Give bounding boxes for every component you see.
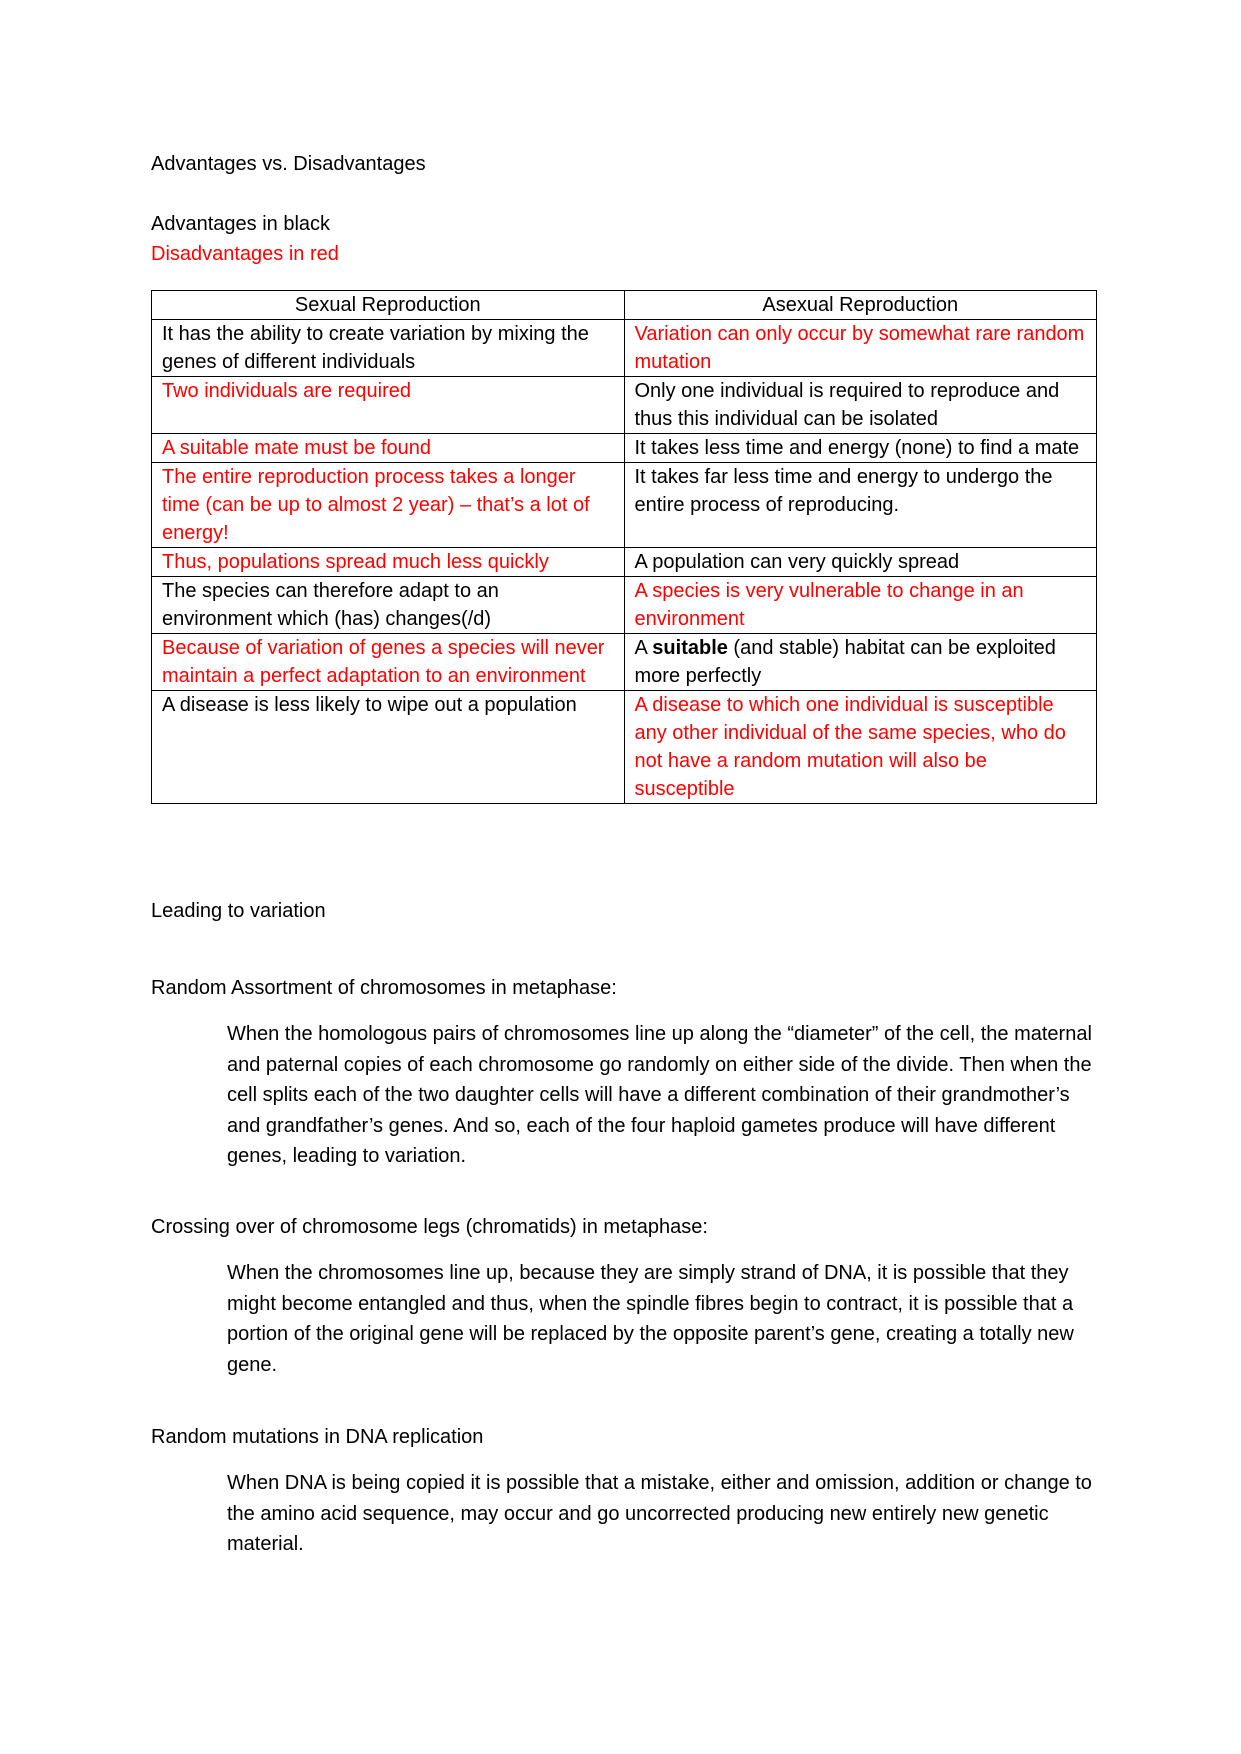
cell-text-suffix: (and stable) habitat can be exploited more perfectly — [634, 637, 1056, 687]
cell-asexual: A species is very vulnerable to change in an environment — [624, 577, 1097, 634]
cell-sexual: Because of variation of genes a species will never maintain a perfect adaptation to an environment — [152, 634, 625, 691]
table-header-row — [152, 291, 1097, 320]
table-row — [152, 548, 1097, 577]
legend-advantages: Advantages in black — [151, 213, 331, 235]
document-title: Advantages vs. Disadvantages — [151, 153, 426, 175]
cell-sexual: Two individuals are required — [152, 377, 625, 434]
section-heading: Leading to variation — [151, 900, 326, 922]
cell-asexual: It takes less time and energy (none) to find a mate — [624, 434, 1097, 463]
subsection-body: When DNA is being copied it is possible that a mistake, either and omission, addition or change to the amino acid sequence, may occur and go uncorrected producing new entirely new genetic material. — [227, 1472, 1092, 1555]
cell-sexual: Thus, populations spread much less quickly — [152, 548, 625, 577]
cell-asexual: It takes far less time and energy to undergo the entire process of reproducing. — [624, 463, 1097, 548]
subsection-body: When the homologous pairs of chromosomes line up along the “diameter” of the cell, the maternal and paternal copies of each chromosome go randomly on either side of the divide. Then when the cell splits each of the two daughter cells will have a different combination of their grandmother’s and grandfather’s genes. And so, each of the four haploid gametes produce will have different genes, leading to variation. — [227, 1023, 1092, 1167]
table-row — [152, 463, 1097, 548]
cell-asexual — [624, 634, 1097, 691]
table-row — [152, 434, 1097, 463]
comparison-table — [151, 290, 1097, 804]
table-row — [152, 577, 1097, 634]
cell-sexual: The entire reproduction process takes a longer time (can be up to almost 2 year) – that’s a lot of energy! — [152, 463, 625, 548]
header-asexual-reproduction: Asexual Reproduction — [624, 291, 1097, 320]
subsection-body: When the chromosomes line up, because they are simply strand of DNA, it is possible that they might become entangled and thus, when the spindle fibres begin to contract, it is possible that a portion of the original gene will be replaced by the opposite parent’s gene, creating a totally new gene. — [227, 1262, 1074, 1376]
subsection-heading: Random mutations in DNA replication — [151, 1426, 484, 1448]
legend-disadvantages: Disadvantages in red — [151, 243, 339, 265]
header-sexual-reproduction: Sexual Reproduction — [152, 291, 625, 320]
cell-asexual: A disease to which one individual is susceptible any other individual of the same species, who do not have a random mutation will also be susceptible — [624, 691, 1097, 804]
cell-sexual: A disease is less likely to wipe out a population — [152, 691, 625, 804]
cell-sexual: A suitable mate must be found — [152, 434, 625, 463]
subsection-heading: Crossing over of chromosome legs (chromatids) in metaphase: — [151, 1216, 708, 1238]
table-row — [152, 691, 1097, 804]
table-row — [152, 320, 1097, 377]
cell-asexual: Only one individual is required to reproduce and thus this individual can be isolated — [624, 377, 1097, 434]
table-row — [152, 634, 1097, 691]
cell-text-prefix: A — [634, 637, 653, 659]
cell-sexual: It has the ability to create variation by mixing the genes of different individuals — [152, 320, 625, 377]
subsection-heading: Random Assortment of chromosomes in metaphase: — [151, 977, 617, 999]
cell-sexual: The species can therefore adapt to an environment which (has) changes(/d) — [152, 577, 625, 634]
table-row — [152, 377, 1097, 434]
cell-asexual: A population can very quickly spread — [624, 548, 1097, 577]
cell-asexual: Variation can only occur by somewhat rare random mutation — [624, 320, 1097, 377]
cell-text-bold: suitable — [652, 637, 728, 659]
